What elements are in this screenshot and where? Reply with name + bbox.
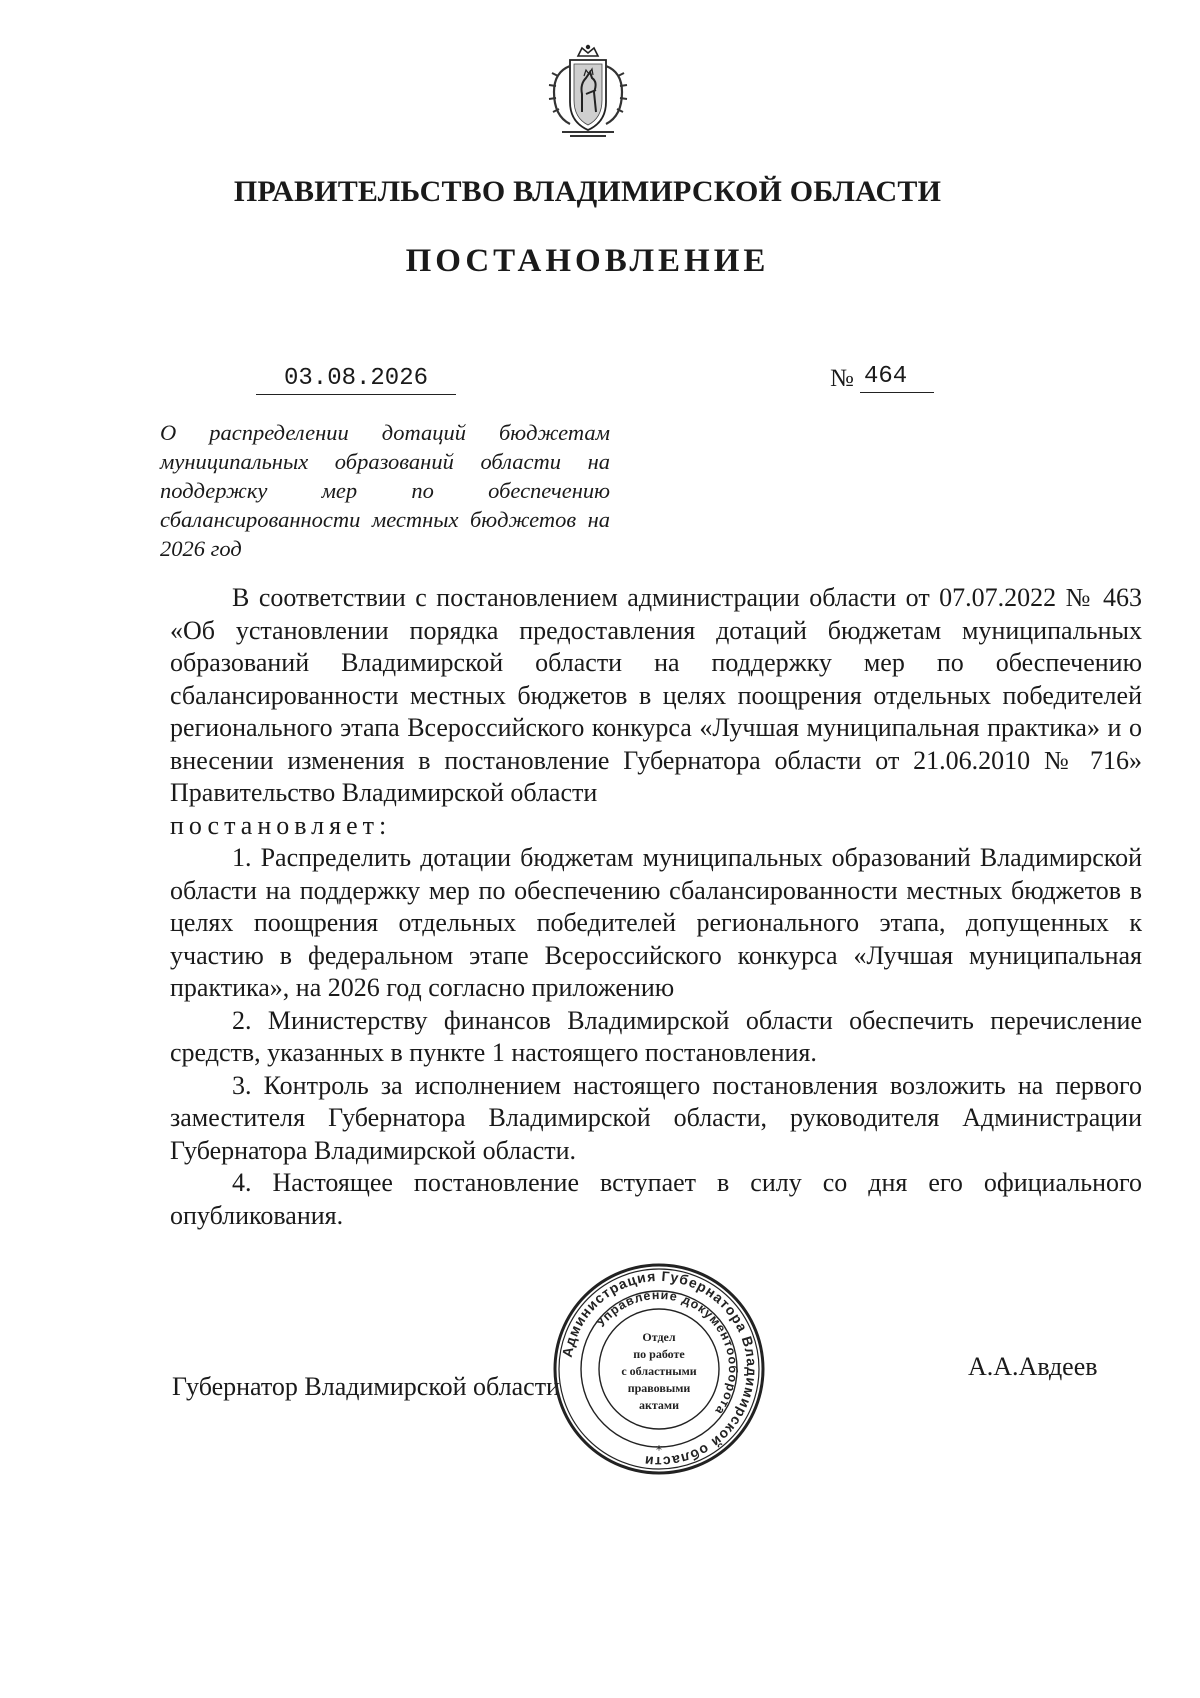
organization-title: ПРАВИТЕЛЬСТВО ВЛАДИМИРСКОЙ ОБЛАСТИ xyxy=(233,175,942,208)
preamble-paragraph: В соответствии с постановлением администрации области от 07.07.2022 № 463 «Об установлении порядка предоставления дотаций бюджетам муниципальных образований Владимирской области на поддержку мер по обеспечению сбалансированности местных бюджетов в целях поощрения отдельных победителей регионального этапа Всероссийского конкурса «Лучшая муниципальная практика» и о внесении изменения в постановление Губернатора области от 21.06.2010 № 716» Правительство Владимирской области xyxy=(170,583,1142,807)
stamp-center-line-1: Отдел xyxy=(642,1330,676,1344)
document-date: 03.08.2026 xyxy=(256,365,456,395)
coat-of-arms-icon xyxy=(540,42,636,142)
stamp-center-line-4: правовыми xyxy=(627,1381,691,1395)
document-number: 464 xyxy=(860,363,934,393)
number-sign: № xyxy=(830,365,854,392)
stamp-middle-text: Управление документооборота xyxy=(593,1287,741,1418)
document-body xyxy=(170,582,1142,1232)
signatory-title: Губернатор Владимирской области xyxy=(172,1372,560,1401)
resolves-word: постановляет: xyxy=(170,810,392,840)
document-subject: О распределении дотаций бюджетам муниципальных образований области на поддержку мер по обеспечению сбалансированности местных бюджетов на 2026 год xyxy=(160,420,610,561)
stamp-center-line-5: актами xyxy=(638,1398,680,1412)
document-type-title: ПОСТАНОВЛЕНИЕ xyxy=(405,243,770,279)
item-paragraph-1: 1. Распределить дотации бюджетам муниципальных образований Владимирской области на поддержку мер по обеспечению сбалансированности местных бюджетов в целях поощрения отдельных победителей регионального этапа, допущенных к участию в федеральном этапе Всероссийского конкурса «Лучшая муниципальная практика», на 2026 год согласно приложению xyxy=(170,843,1142,1002)
stamp-outer-text: Администрация Губернатора Владимирской области xyxy=(558,1267,761,1471)
stamp-star-icon: * xyxy=(656,1443,662,1457)
signatory-name: А.А.Авдеев xyxy=(968,1352,1098,1381)
item-paragraph-3: 3. Контроль за исполнением настоящего постановления возложить на первого заместителя Губернатора Владимирской области, руководителя Администрации Губернатора Владимирской области. xyxy=(170,1070,1142,1165)
official-stamp xyxy=(552,1262,766,1476)
stamp-center-line-2: по работе xyxy=(633,1347,685,1361)
item-paragraph-2: 2. Министерству финансов Владимирской области обеспечить перечисление средств, указанных в пункте 1 настоящего постановления. xyxy=(170,1005,1142,1067)
item-paragraph-4: 4. Настоящее постановление вступает в силу со дня его официального опубликования. xyxy=(170,1168,1142,1230)
stamp-center-line-3: с областными xyxy=(621,1364,697,1378)
